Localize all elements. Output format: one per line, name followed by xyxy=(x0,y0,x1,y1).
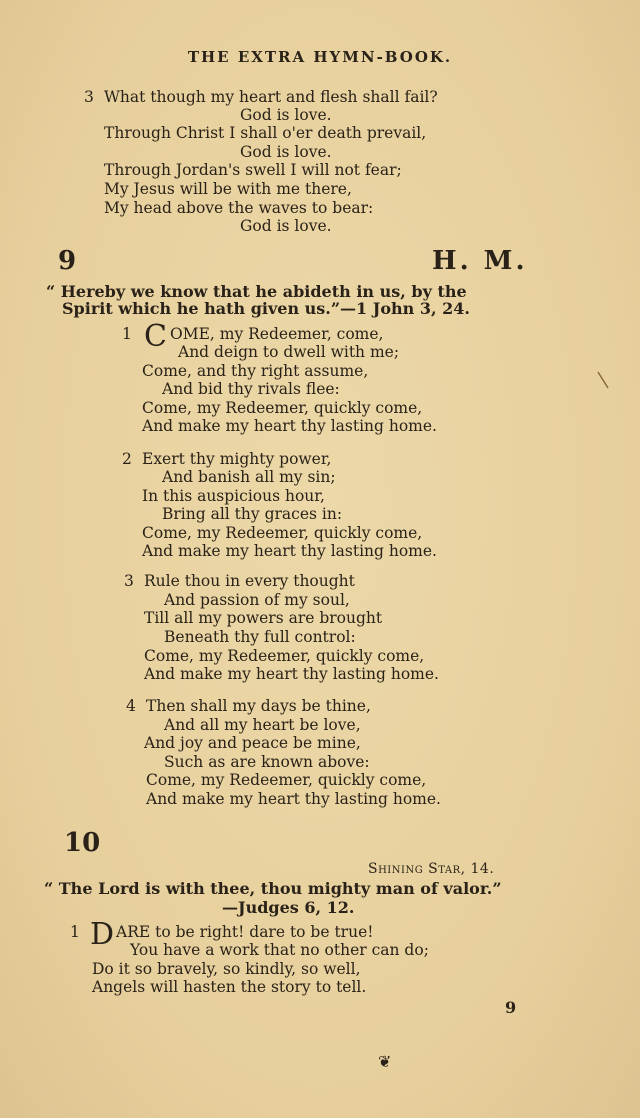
hymn-number-10: 10 xyxy=(64,828,101,858)
tune-name: Shining Star, 14. xyxy=(368,861,495,877)
page-number: 9 xyxy=(505,998,517,1017)
hymn-number-9: 9 xyxy=(58,246,77,276)
hymn9-epigraph-line: “ Hereby we know that he abideth in us, by the xyxy=(46,282,467,301)
verse-line: And make my heart thy lasting home. xyxy=(142,417,437,435)
verse-line: And make my heart thy lasting home. xyxy=(142,542,437,560)
verse-line: Come, my Redeemer, quickly come, xyxy=(142,399,423,417)
verse-number: 3 xyxy=(124,572,134,590)
verse-line: Beneath thy full control: xyxy=(164,628,356,646)
verse-line: And all my heart be love, xyxy=(164,716,361,734)
hymn9-epigraph-line: Spirit which he hath given us.”—1 John 3, 24. xyxy=(62,299,470,318)
verse-line: Bring all thy graces in: xyxy=(162,505,343,523)
verse-line: And banish all my sin; xyxy=(162,468,336,486)
hymn10-epigraph-line: —Judges 6, 12. xyxy=(222,898,355,917)
verse-line: Then shall my days be thine, xyxy=(146,697,371,715)
verse-line: And joy and peace be mine, xyxy=(144,734,361,752)
verse-line: And deign to dwell with me; xyxy=(178,343,400,361)
running-header: THE EXTRA HYMN-BOOK. xyxy=(187,48,453,66)
verse-number: 1 xyxy=(122,325,132,343)
verse-line: And bid thy rivals flee: xyxy=(162,380,340,398)
verse-line: OME, my Redeemer, come, xyxy=(170,325,384,343)
verse-line: ARE to be right! dare to be true! xyxy=(116,923,374,941)
ink-speck-icon xyxy=(596,370,612,392)
drop-cap: D xyxy=(90,917,115,952)
verse-line: What though my heart and flesh shall fail? xyxy=(104,88,438,106)
printers-flower-icon: ❦ xyxy=(378,1052,392,1071)
verse-line: And make my heart thy lasting home. xyxy=(144,665,439,683)
verse-refrain: God is love. xyxy=(240,143,332,161)
verse-line: Till all my powers are brought xyxy=(144,609,383,627)
hymn-meter: H. M. xyxy=(432,246,528,276)
verse-line: And make my heart thy lasting home. xyxy=(146,790,441,808)
verse-refrain: God is love. xyxy=(240,217,332,235)
verse-line: Through Christ I shall o'er death prevail, xyxy=(104,124,427,142)
verse-line: Come, my Redeemer, quickly come, xyxy=(144,647,425,665)
drop-cap: C xyxy=(144,319,167,354)
verse-line: Through Jordan's swell I will not fear; xyxy=(104,161,402,179)
verse-line: Do it so bravely, so kindly, so well, xyxy=(92,960,361,978)
verse-line: Come, my Redeemer, quickly come, xyxy=(142,524,423,542)
verse-line: You have a work that no other can do; xyxy=(130,941,429,959)
prev-verse-number: 3 xyxy=(84,88,94,106)
verse-line: Come, and thy right assume, xyxy=(142,362,369,380)
verse-line: Come, my Redeemer, quickly come, xyxy=(146,771,427,789)
verse-line: My head above the waves to bear: xyxy=(104,199,374,217)
verse-line: My Jesus will be with me there, xyxy=(104,180,352,198)
hymn10-epigraph-line: “ The Lord is with thee, thou mighty man of valor.” xyxy=(44,879,502,898)
verse-refrain: God is love. xyxy=(240,106,332,124)
verse-line: And passion of my soul, xyxy=(164,591,350,609)
verse-line: Angels will hasten the story to tell. xyxy=(92,978,367,996)
verse-line: In this auspicious hour, xyxy=(142,487,325,505)
verse-line: Rule thou in every thought xyxy=(144,572,355,590)
verse-number: 2 xyxy=(122,450,132,468)
verse-number: 1 xyxy=(70,923,80,941)
verse-line: Exert thy mighty power, xyxy=(142,450,332,468)
verse-number: 4 xyxy=(126,697,136,715)
verse-line: Such as are known above: xyxy=(164,753,370,771)
